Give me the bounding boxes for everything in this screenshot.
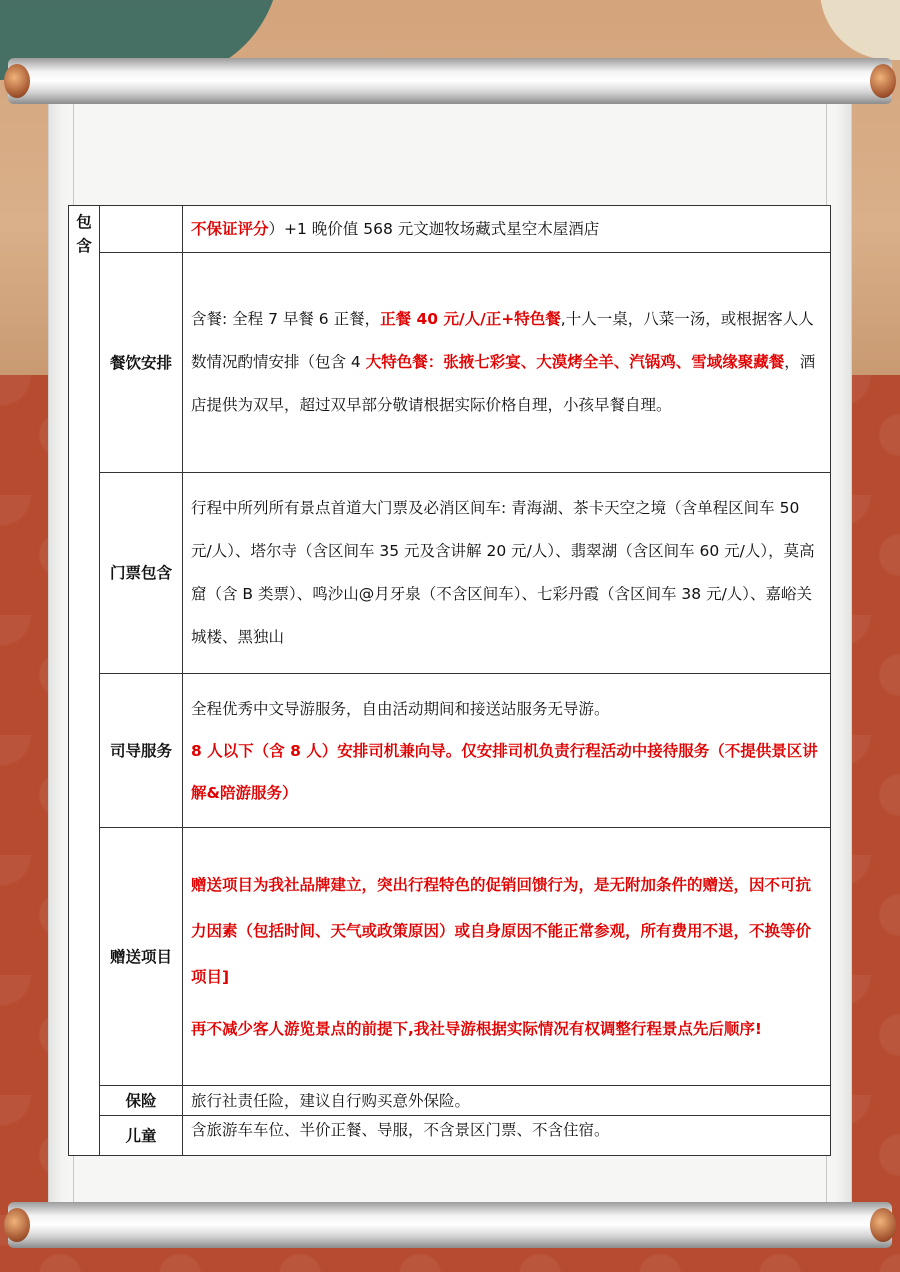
gifts-line-2: 再不减少客人游览景点的前提下,我社导游根据实际情况有权调整行程景点先后顺序!	[191, 1019, 762, 1038]
scroll-rod-top	[8, 58, 892, 104]
rod-end-cap	[870, 1208, 896, 1242]
hotel-warning: 不保证评分	[191, 219, 269, 238]
meals-price: 正餐 40 元/人/正+特色餐	[380, 310, 561, 328]
guide-line-1: 全程优秀中文导游服务，自由活动期间和接送站服务无导游。	[191, 699, 610, 718]
table-row	[69, 1086, 831, 1116]
children-label: 儿童	[100, 1116, 183, 1156]
itinerary-table	[68, 205, 831, 1156]
include-label-text: 包含	[76, 213, 92, 255]
hotel-text: ）+1 晚价值 568 元文迦牧场藏式星空木屋酒店	[268, 219, 600, 238]
table-row	[69, 828, 831, 1086]
guide-cell	[183, 674, 831, 828]
hotel-label	[100, 206, 183, 253]
rod-end-cap	[4, 64, 30, 98]
meals-text-2: ,十人一桌，八菜一汤，或根据客人人数情况酌情安排（包含 4	[191, 310, 814, 371]
meals-text-1: 含餐: 全程 7 早餐 6 正餐，	[191, 310, 381, 328]
hotel-cell	[183, 206, 831, 253]
tickets-cell: 行程中所列所有景点首道大门票及必消区间车: 青海湖、茶卡天空之境（含单程区间车 50 元/人）、塔尔寺（含区间车 35 元及含讲解 20 元/人）、翡翠湖（含区间车 60 元/人），莫高窟（含 B 类票）、鸣沙山@月牙泉（不含区间车）、七彩丹霞（含区间车 38 元/人）、嘉峪关城楼、黑独山	[183, 473, 831, 674]
scroll-rod-bottom	[8, 1202, 892, 1248]
table-row	[69, 473, 831, 674]
table-row	[69, 206, 831, 253]
insurance-label: 保险	[100, 1086, 183, 1116]
rod-end-cap	[870, 64, 896, 98]
table-row	[69, 674, 831, 828]
guide-line-2: 8 人以下（含 8 人）安排司机兼向导。仅安排司机负责行程活动中接待服务（不提供景区讲解&陪游服务）	[191, 741, 818, 802]
include-label	[69, 206, 100, 1156]
meals-label: 餐饮安排	[100, 253, 183, 473]
meals-cell	[183, 253, 831, 473]
table-row	[69, 1116, 831, 1156]
tickets-label: 门票包含	[100, 473, 183, 674]
meals-specials: 大特色餐：张掖七彩宴、大漠烤全羊、汽锅鸡、雪域缘聚藏餐	[365, 353, 785, 371]
children-cell: 含旅游车车位、半价正餐、导服，不含景区门票、不含住宿。	[183, 1116, 831, 1156]
gifts-cell	[183, 828, 831, 1086]
rod-end-cap	[4, 1208, 30, 1242]
guide-label: 司导服务	[100, 674, 183, 828]
gifts-line-1: 赠送项目为我社品牌建立，突出行程特色的促销回馈行为，是无附加条件的赠送，因不可抗力因素（包括时间、天气或政策原因）或自身原因不能正常参观，所有费用不退，不换等价项目]	[191, 875, 812, 986]
table-row	[69, 253, 831, 473]
gifts-label: 赠送项目	[100, 828, 183, 1086]
insurance-cell: 旅行社责任险，建议自行购买意外保险。	[183, 1086, 831, 1116]
meals-text-3: ，酒店提供为双早，超过双早部分敬请根据实际价格自理，小孩早餐自理。	[191, 353, 816, 414]
